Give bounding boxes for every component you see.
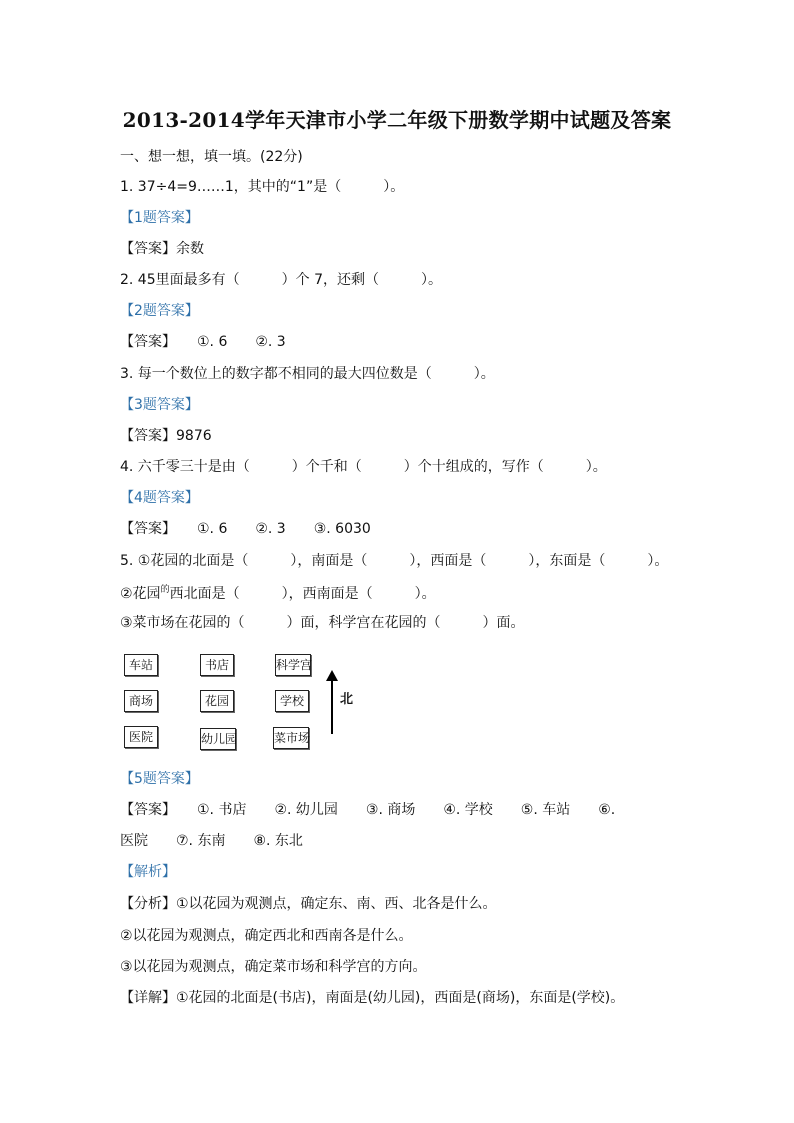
answer-5-line-1: 【答案】 ①. 书店 ②. 幼儿园 ③. 商场 ④. 学校 ⑤. 车站 ⑥. <box>120 802 616 818</box>
map-cell-school: 学校 <box>275 690 309 712</box>
answer-2-tag: 【2题答案】 <box>120 303 199 319</box>
answer-4: 【答案】 ①. 6 ②. 3 ③. 6030 <box>120 521 371 537</box>
q5-2-superscript: 的 <box>160 585 170 595</box>
page-title: 2013-2014学年天津市小学二年级下册数学期中试题及答案 <box>122 108 672 132</box>
question-2: 2. 45里面最多有（ ）个 7，还剩（ ）。 <box>120 272 442 288</box>
q5-2-rest: 西北面是（ ），西南面是（ ）。 <box>169 586 436 602</box>
question-1: 1. 37÷4=9……1，其中的“1”是（ ）。 <box>120 179 405 195</box>
map-cell-hospital: 医院 <box>124 726 158 748</box>
section-heading: 一、想一想，填一填。(22分) <box>120 149 303 165</box>
answer-3-tag: 【3题答案】 <box>120 397 199 413</box>
answer-1: 【答案】余数 <box>120 241 204 257</box>
map-cell-mall: 商场 <box>124 690 158 712</box>
answer-4-tag: 【4题答案】 <box>120 490 199 506</box>
question-3: 3. 每一个数位上的数字都不相同的最大四位数是（ ）。 <box>120 366 495 382</box>
answer-5-line-2: 医院 ⑦. 东南 ⑧. 东北 <box>120 833 303 849</box>
answer-1-tag: 【1题答案】 <box>120 210 199 226</box>
q5-2-prefix: ②花园 <box>120 586 161 602</box>
analysis-tag: 【解析】 <box>120 864 176 880</box>
map-cell-science-palace: 科学宫 <box>275 654 311 676</box>
north-label: 北 <box>340 692 354 707</box>
analysis-line-3: ③以花园为观测点，确定菜市场和科学宫的方向。 <box>120 959 427 975</box>
north-arrow-shaft <box>331 680 333 734</box>
detail-line: 【详解】①花园的北面是(书店)，南面是(幼儿园)，西面是(商场)，东面是(学校)。 <box>120 990 625 1006</box>
map-cell-bookstore: 书店 <box>200 654 234 676</box>
map-cell-garden: 花园 <box>200 690 234 712</box>
question-5-part-3: ③菜市场在花园的（ ）面，科学宫在花园的（ ）面。 <box>120 615 525 631</box>
analysis-line-1: 【分析】①以花园为观测点，确定东、南、西、北各是什么。 <box>120 896 497 912</box>
map-cell-vegetable-market: 菜市场 <box>273 727 309 749</box>
answer-3: 【答案】9876 <box>120 428 212 444</box>
analysis-line-2: ②以花园为观测点，确定西北和西南各是什么。 <box>120 928 413 944</box>
map-cell-station: 车站 <box>124 654 158 676</box>
question-4: 4. 六千零三十是由（ ）个千和（ ）个十组成的，写作（ ）。 <box>120 459 607 475</box>
answer-5-tag: 【5题答案】 <box>120 771 199 787</box>
question-5-part-1: 5. ①花园的北面是（ ），南面是（ ），西面是（ ），东面是（ ）。 <box>120 553 669 569</box>
answer-2: 【答案】 ①. 6 ②. 3 <box>120 334 286 350</box>
map-cell-kindergarten: 幼儿园 <box>200 728 236 750</box>
